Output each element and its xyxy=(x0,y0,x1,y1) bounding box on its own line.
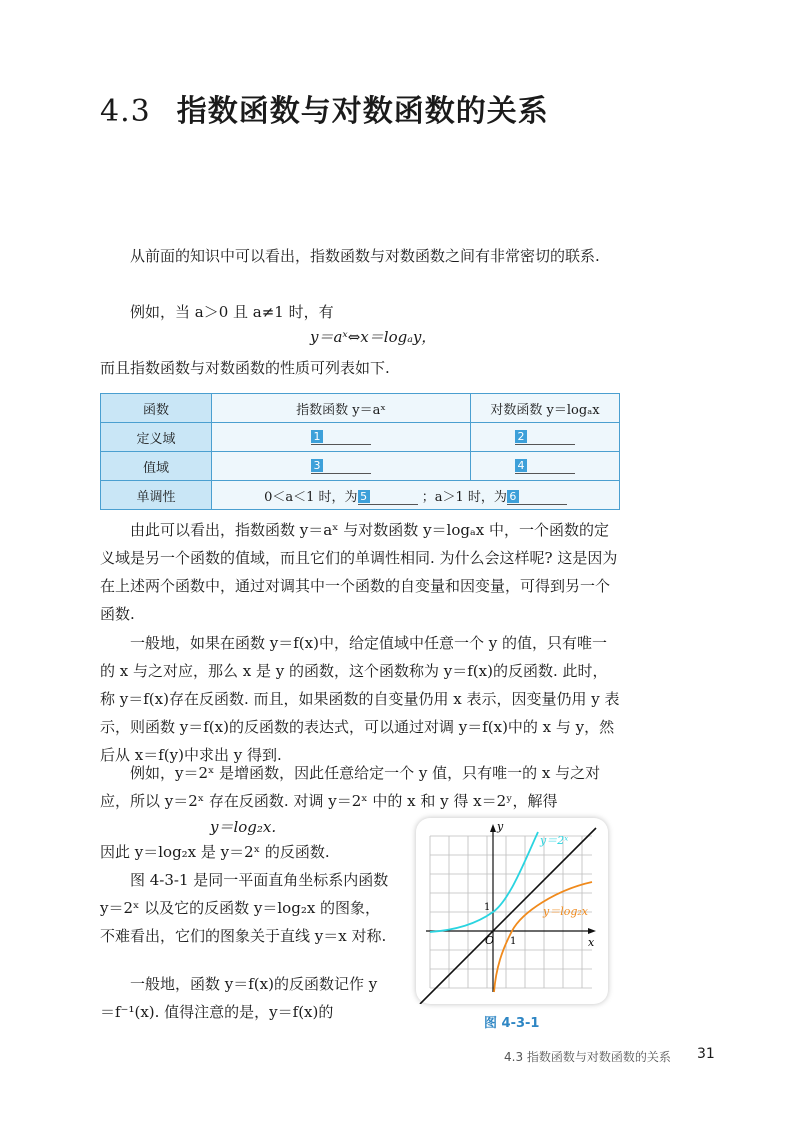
table-cell-range-log xyxy=(471,452,620,481)
monotonic-part2: ；a＞1 时，为 xyxy=(421,489,507,505)
blank-badge-6: 6 xyxy=(507,490,519,503)
body-paragraph-4: 由此可以看出，指数函数 y＝aˣ 与对数函数 y＝logₐx 中，一个函数的定义域是另一个函数的值域，而且它们的单调性相同. 为什么会这样呢? 这是因为在上述两个函数中，通过对调其中一个函数的自变量和因变量，可得到另一个函数. xyxy=(100,521,618,623)
y-axis-arrow-icon xyxy=(490,824,496,832)
page-number: 31 xyxy=(697,1046,715,1062)
tick-x-1: 1 xyxy=(510,936,517,947)
axis-x-label: x xyxy=(588,936,595,949)
tick-y-1: 1 xyxy=(484,902,491,913)
table-row-range-label: 值域 xyxy=(101,452,212,481)
figure-card xyxy=(416,818,608,1004)
body-paragraph-8: 图 4-3-1 是同一平面直角坐标系内函数 y＝2ˣ 以及它的反函数 y＝log₂x 的图象，不难看出，它们的图象关于直线 y＝x 对称. xyxy=(100,871,389,945)
formula-log2: y＝log₂x. xyxy=(210,818,277,836)
body-paragraph-5: 一般地，如果在函数 y＝f(x)中，给定值域中任意一个 y 的值，只有唯一的 x 与之对应，那么 x 是 y 的函数，这个函数称为 y＝f(x)的反函数. 此时，称 y＝f(x)存在反函数. 而且，如果函数的自变量仍用 x 表示，因变量仍用 y 表示，则函数 y＝f(x)的反函数的表达式，可以通过对调 y＝f(x)中的 x 与 y，然后从 x＝f(y)中求出 y 得到. xyxy=(100,634,620,764)
blank-badge-5: 5 xyxy=(358,490,370,503)
table-row-monotonic-label: 单调性 xyxy=(101,481,212,510)
body-paragraph-9: 一般地，函数 y＝f(x)的反函数记作 y＝f⁻¹(x). 值得注意的是，y＝f(x)的 xyxy=(100,975,378,1021)
body-paragraph-7: 因此 y＝log₂x 是 y＝2ˣ 的反函数. xyxy=(100,843,330,861)
section-title-text: 指数函数与对数函数的关系 xyxy=(176,94,549,129)
label-log: y＝log₂x xyxy=(543,905,589,918)
section-title xyxy=(100,86,549,130)
figure-graph xyxy=(416,818,608,1004)
table-cell-monotonic xyxy=(212,481,620,510)
monotonic-part1: 0＜a＜1 时，为 xyxy=(264,489,358,505)
figure-caption: 图 4-3-1 xyxy=(484,1016,540,1031)
curve-log xyxy=(494,882,592,992)
running-head: 4.3 指数函数与对数函数的关系 xyxy=(504,1050,671,1064)
table-header-function: 函数 xyxy=(101,394,212,423)
table-cell-domain-log xyxy=(471,423,620,452)
table-header-exp: 指数函数 y＝aˣ xyxy=(212,394,471,423)
properties-table xyxy=(100,393,620,510)
x-axis-arrow-icon xyxy=(588,928,596,934)
axis-y-label: y xyxy=(497,820,504,833)
intro-paragraph-3: 而且指数函数与对数函数的性质可列表如下. xyxy=(100,359,390,377)
origin-label: O xyxy=(485,934,495,947)
section-number: 4.3 xyxy=(100,94,151,129)
table-cell-range-exp xyxy=(212,452,471,481)
blank-badge-3: 3 xyxy=(311,459,323,472)
blank-badge-4: 4 xyxy=(515,459,527,472)
intro-paragraph-1: 从前面的知识中可以看出，指数函数与对数函数之间有非常密切的联系. xyxy=(130,247,600,265)
blank-badge-2: 2 xyxy=(515,430,527,443)
label-exp: y＝2ˣ xyxy=(540,834,569,847)
body-paragraph-6: 例如，y＝2ˣ 是增函数，因此任意给定一个 y 值，只有唯一的 x 与之对应，所以 y＝2ˣ 存在反函数. 对调 y＝2ˣ 中的 x 和 y 得 x＝2ʸ，解得 xyxy=(100,764,601,810)
blank-badge-1: 1 xyxy=(311,430,323,443)
table-row-domain-label: 定义域 xyxy=(101,423,212,452)
table-cell-domain-exp xyxy=(212,423,471,452)
formula-exp-log: y＝aˣ⇔x＝logₐy， xyxy=(310,328,437,346)
intro-paragraph-2: 例如，当 a＞0 且 a≠1 时，有 xyxy=(130,303,334,321)
table-header-log: 对数函数 y＝logₐx xyxy=(471,394,620,423)
